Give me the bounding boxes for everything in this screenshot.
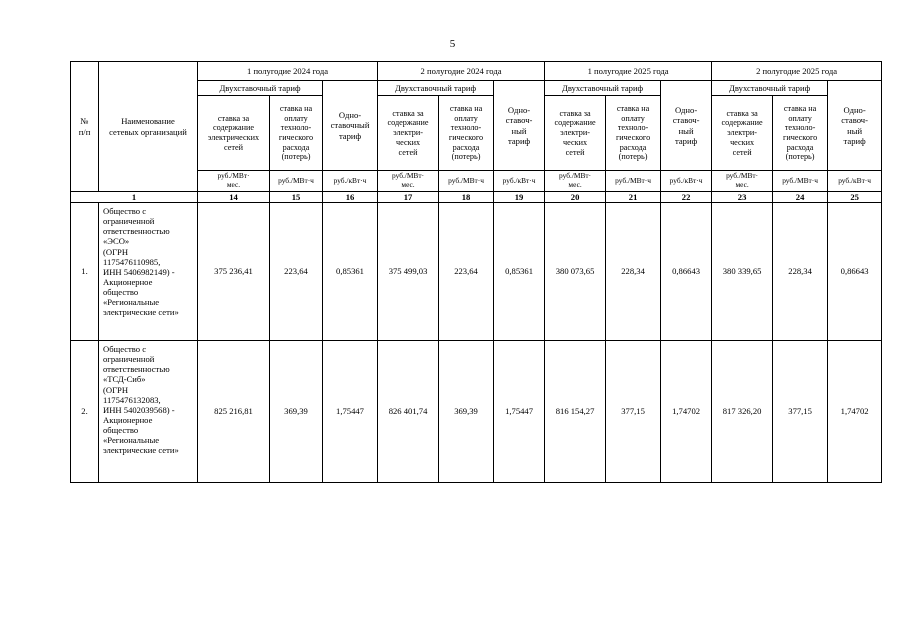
table-row [71, 341, 882, 483]
two-rate-tariff-header: Двухставочный тариф [712, 81, 828, 96]
tariff-value: 375 236,41 [198, 203, 270, 341]
single-rate-tariff-header: Одно- ставоч- ный тариф [661, 81, 712, 171]
row-number: 2. [71, 341, 99, 483]
loss-rate-header: ставка на оплату техноло- гического расхода (потерь) [439, 96, 494, 171]
tariff-value: 380 339,65 [712, 203, 773, 341]
unit-cell: руб./МВт· мес. [198, 171, 270, 192]
unit-cell: руб./МВт·ч [773, 171, 828, 192]
tariff-value: 377,15 [773, 341, 828, 483]
maintenance-rate-header: ставка за содержание электри- ческих сетей [712, 96, 773, 171]
col-name-header: Наименование сетевых организаций [99, 62, 198, 192]
unit-cell: руб./МВт·ч [270, 171, 323, 192]
row-number: 1. [71, 203, 99, 341]
column-number-cell: 23 [712, 192, 773, 203]
tariff-value: 1,75447 [323, 341, 378, 483]
loss-rate-header: ставка на оплату техноло- гического расхода (потерь) [773, 96, 828, 171]
organization-name: Общество с ограниченной ответственностью «ТСД-Сиб» (ОГРН 1175476132083, ИНН 5402039568) - Акционерное общество «Региональные электрические сети» [99, 341, 198, 483]
column-number-cell: 17 [378, 192, 439, 203]
tariff-value: 369,39 [439, 341, 494, 483]
tariff-value: 228,34 [773, 203, 828, 341]
period-header: 1 полугодие 2025 года [545, 62, 712, 81]
loss-rate-header: ставка на оплату техноло- гического расхода (потерь) [270, 96, 323, 171]
period-header: 1 полугодие 2024 года [198, 62, 378, 81]
unit-cell: руб./МВт· мес. [712, 171, 773, 192]
column-number-cell: 16 [323, 192, 378, 203]
unit-cell: руб./МВт·ч [606, 171, 661, 192]
tariff-value: 826 401,74 [378, 341, 439, 483]
column-number-cell: 21 [606, 192, 661, 203]
unit-cell: руб./МВт·ч [439, 171, 494, 192]
single-rate-tariff-header: Одно- ставочный тариф [323, 81, 378, 171]
period-header: 2 полугодие 2024 года [378, 62, 545, 81]
column-number-cell: 25 [828, 192, 882, 203]
organization-name: Общество с ограниченной ответственностью «ЭСО» (ОГРН 1175476110985, ИНН 5406982149) - Акционерное общество «Региональные электрические сети» [99, 203, 198, 341]
tariff-value: 0,86643 [828, 203, 882, 341]
tariff-value: 0,85361 [494, 203, 545, 341]
unit-cell: руб./МВт· мес. [378, 171, 439, 192]
period-header: 2 полугодие 2025 года [712, 62, 882, 81]
two-rate-tariff-header: Двухставочный тариф [545, 81, 661, 96]
two-rate-tariff-header: Двухставочный тариф [198, 81, 323, 96]
tariff-value: 228,34 [606, 203, 661, 341]
column-number-cell: 15 [270, 192, 323, 203]
tariff-value: 0,85361 [323, 203, 378, 341]
tariff-table [70, 61, 882, 483]
tariff-value: 0,86643 [661, 203, 712, 341]
column-number-cell: 14 [198, 192, 270, 203]
column-number-cell: 18 [439, 192, 494, 203]
maintenance-rate-header: ставка за содержание электри- ческих сетей [378, 96, 439, 171]
table-row [71, 203, 882, 341]
tariff-value: 380 073,65 [545, 203, 606, 341]
unit-cell: руб./кВт·ч [828, 171, 882, 192]
tariff-value: 1,74702 [828, 341, 882, 483]
unit-cell: руб./кВт·ч [494, 171, 545, 192]
column-number-cell: 20 [545, 192, 606, 203]
tariff-value: 1,75447 [494, 341, 545, 483]
single-rate-tariff-header: Одно- ставоч- ный тариф [494, 81, 545, 171]
loss-rate-header: ставка на оплату техноло- гического расхода (потерь) [606, 96, 661, 171]
tariff-value: 825 216,81 [198, 341, 270, 483]
tariff-value: 377,15 [606, 341, 661, 483]
single-rate-tariff-header: Одно- ставоч- ный тариф [828, 81, 882, 171]
unit-cell: руб./кВт·ч [661, 171, 712, 192]
column-number-cell: 24 [773, 192, 828, 203]
page-number: 5 [449, 38, 456, 50]
tariff-value: 816 154,27 [545, 341, 606, 483]
unit-cell: руб./кВт·ч [323, 171, 378, 192]
column-number-cell: 19 [494, 192, 545, 203]
tariff-value: 223,64 [270, 203, 323, 341]
tariff-value: 375 499,03 [378, 203, 439, 341]
tariff-value: 1,74702 [661, 341, 712, 483]
two-rate-tariff-header: Двухставочный тариф [378, 81, 494, 96]
unit-cell: руб./МВт· мес. [545, 171, 606, 192]
tariff-value: 817 326,20 [712, 341, 773, 483]
tariff-value: 369,39 [270, 341, 323, 483]
maintenance-rate-header: ставка за содержание электрических сетей [198, 96, 270, 171]
column-number-cell: 22 [661, 192, 712, 203]
column-number-cell: 1 [71, 192, 198, 203]
maintenance-rate-header: ставка за содержание электри- ческих сетей [545, 96, 606, 171]
tariff-value: 223,64 [439, 203, 494, 341]
col-num-header: № п/п [71, 62, 99, 192]
